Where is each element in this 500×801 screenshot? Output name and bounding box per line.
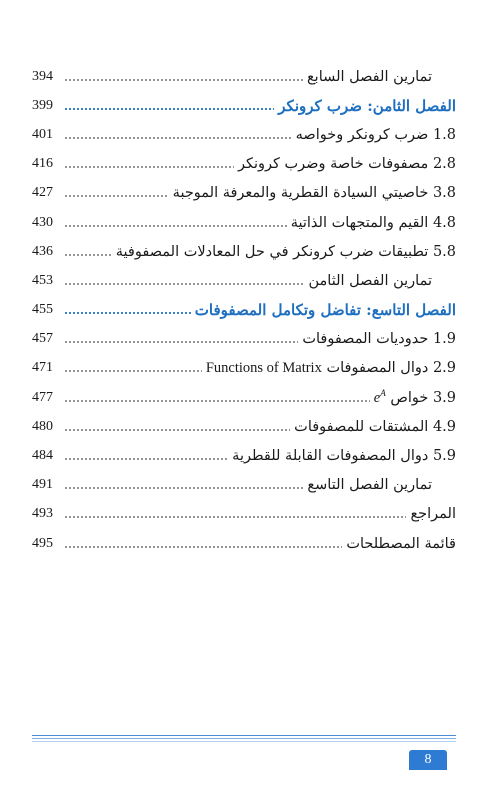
toc-entry-title: تمارين الفصل التاسع: [307, 477, 432, 494]
toc-entry-chapter8-exercises[interactable]: [32, 266, 456, 295]
section-title: مصفوفات خاصة وضرب كرونكر: [237, 156, 429, 173]
section-number: 4.9: [432, 418, 456, 435]
section-title: خاصيتي السيادة القطرية والمعرفة الموجبة: [172, 185, 429, 202]
toc-chapter-8-heading[interactable]: [32, 91, 456, 120]
toc-entry-title: [374, 388, 456, 407]
toc-entry-1-9[interactable]: [32, 325, 456, 354]
toc-entry-1-8[interactable]: [32, 120, 456, 149]
toc-entry-5-9[interactable]: [32, 441, 456, 470]
toc-entry-page: 457: [32, 331, 53, 347]
dot-leader: [64, 428, 290, 432]
dot-leader: [64, 369, 202, 373]
toc-entry-page: 477: [32, 389, 53, 405]
section-title: القيم والمتجهات الذاتية: [290, 214, 429, 231]
toc-entry-page: 416: [32, 156, 53, 172]
dot-leader: [64, 311, 191, 315]
toc-entry-title: [206, 360, 456, 377]
toc-entry-title: [291, 215, 456, 231]
footer-rule: [32, 735, 456, 745]
toc-entry-title: [302, 331, 456, 347]
toc-entry-3-8[interactable]: [32, 179, 456, 208]
chapter-title: الفصل الثامن: ضرب كرونكر: [278, 96, 456, 115]
dot-leader: [64, 253, 112, 257]
toc-entry-title: [238, 156, 456, 172]
toc-entry-page: 480: [32, 418, 53, 434]
toc-entry-page: 436: [32, 243, 53, 259]
section-number: 4.8: [432, 214, 456, 231]
toc-entry-chapter7-exercises[interactable]: [32, 62, 456, 91]
chapter-title: الفصل التاسع: تفاضل وتكامل المصفوفات: [194, 301, 456, 320]
toc-entry-page: 453: [32, 272, 53, 288]
dot-leader: [64, 107, 274, 111]
toc-entry-page: 495: [32, 535, 53, 551]
dot-leader: [64, 340, 298, 344]
dot-leader: [64, 165, 234, 169]
toc-entry-title: [232, 448, 456, 464]
section-title: تطبيقات ضرب كرونكر في حل المعادلات المصفوفية: [115, 243, 429, 260]
toc-entry-5-8[interactable]: [32, 237, 456, 266]
toc-entry-title: [173, 185, 456, 201]
toc-entry-3-9[interactable]: [32, 383, 456, 412]
toc-entry-title: [296, 127, 456, 143]
toc-entry-title: [116, 244, 456, 260]
section-number: 1.8: [432, 126, 456, 143]
section-number: 1.9: [432, 331, 456, 348]
toc-entry-page: 430: [32, 214, 53, 230]
toc-entry-2-9[interactable]: [32, 354, 456, 383]
toc-entry-title: تمارين الفصل الثامن: [308, 272, 432, 289]
section-number: 3.8: [432, 185, 456, 202]
dot-leader: [64, 486, 303, 490]
toc-entry-page: 399: [32, 97, 53, 113]
section-number: 2.9: [432, 359, 456, 376]
dot-leader: [64, 515, 406, 519]
table-of-contents: [32, 62, 456, 558]
toc-entry-page: 394: [32, 68, 53, 84]
section-number: 2.8: [432, 156, 456, 173]
toc-entry-title: تمارين الفصل السابع: [306, 68, 432, 85]
section-latin-title: Functions of Matrix: [205, 359, 322, 376]
dot-leader: [64, 545, 342, 549]
toc-entry-page: 455: [32, 302, 53, 318]
toc-chapter-9-heading[interactable]: [32, 296, 456, 325]
section-title: دوال المصفوفات القابلة للقطرية: [232, 448, 429, 465]
toc-entry-page: 401: [32, 126, 53, 142]
toc-entry-title: قائمة المصطلحات: [346, 535, 456, 552]
toc-entry-glossary[interactable]: [32, 529, 456, 558]
section-number: 3.9: [432, 390, 456, 407]
toc-entry-title: المراجع: [410, 506, 456, 523]
section-title: المشتقات للمصفوفات: [294, 418, 429, 435]
dot-leader: [64, 282, 304, 286]
toc-entry-chapter9-exercises[interactable]: [32, 471, 456, 500]
section-number: 5.8: [432, 243, 456, 260]
math-expression-e-power-a: $e^A$: [373, 388, 386, 407]
toc-entry-title: [294, 419, 456, 435]
section-title: خواص: [390, 390, 429, 407]
dot-leader: [64, 457, 228, 461]
section-title: دوال المصفوفات: [326, 359, 429, 376]
toc-entry-page: 484: [32, 448, 53, 464]
dot-leader: [64, 224, 287, 228]
toc-entry-page: 493: [32, 506, 53, 522]
page-number-badge: 8: [409, 750, 447, 770]
dot-leader: [64, 78, 303, 82]
section-title: حدوديات المصفوفات: [302, 331, 429, 348]
dot-leader: [64, 194, 169, 198]
dot-leader: [64, 399, 370, 403]
toc-entry-page: 471: [32, 360, 53, 376]
toc-entry-references[interactable]: [32, 500, 456, 529]
toc-entry-4-8[interactable]: [32, 208, 456, 237]
section-number: 5.9: [432, 448, 456, 465]
toc-entry-page: 491: [32, 477, 53, 493]
toc-entry-2-8[interactable]: [32, 150, 456, 179]
dot-leader: [64, 136, 292, 140]
toc-entry-4-9[interactable]: [32, 412, 456, 441]
toc-entry-page: 427: [32, 185, 53, 201]
section-title: ضرب كرونكر وخواصه: [295, 126, 429, 143]
